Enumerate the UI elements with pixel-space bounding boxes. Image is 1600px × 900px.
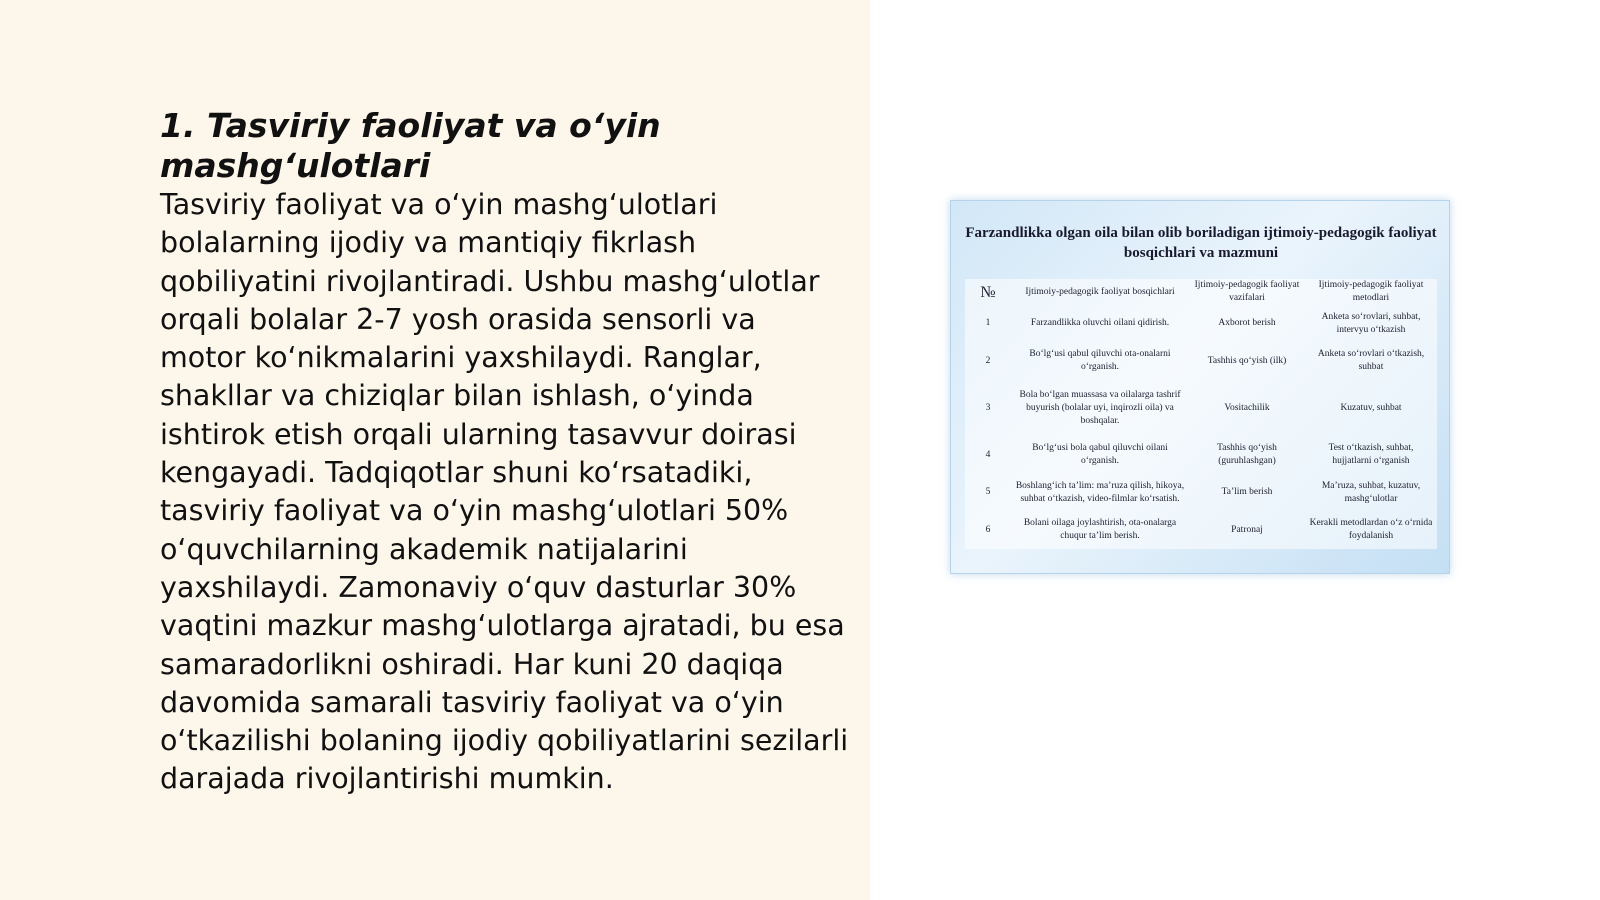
row-task: Axborot berish	[1218, 318, 1276, 329]
table-row	[965, 436, 1437, 474]
table-row	[965, 380, 1437, 436]
row-number: 1	[985, 318, 991, 329]
stages-table	[965, 279, 1437, 549]
row-method: Ma’ruza, suhbat, kuzatuv, mashg‘ulotlar	[1321, 480, 1421, 504]
row-number: 4	[985, 449, 991, 460]
row-number: 6	[985, 524, 991, 535]
header-stages: Ijtimoiy-pedagogik faoliyat bosqichlari	[1025, 286, 1175, 297]
header-tasks: Ijtimoiy-pedagogik faoliyat vazifalari	[1194, 280, 1300, 303]
row-task: Tashhis qo‘yish (ilk)	[1207, 355, 1287, 366]
row-method: Test o‘tkazish, suhbat, hujjatlarni o‘rganish	[1328, 443, 1414, 467]
table-image	[950, 200, 1450, 574]
row-method: Anketa so‘rovlari o‘tkazish, suhbat	[1317, 349, 1425, 373]
row-method: Kerakli metodlardan o‘z o‘rnida foydalanish	[1309, 518, 1433, 542]
row-number: 3	[985, 402, 991, 413]
row-stage: Farzandlikka oluvchi oilani qidirish.	[1030, 318, 1170, 329]
table-row	[965, 474, 1437, 512]
row-task: Patronaj	[1231, 524, 1263, 535]
row-stage: Boshlang‘ich ta’lim: ma’ruza qilish, hikoya, suhbat o‘tkazish, video-filmlar ko‘rsatish.	[1015, 480, 1185, 504]
row-stage: Bo‘lg‘usi qabul qiluvchi ota-onalarni o‘rganish.	[1029, 349, 1171, 373]
row-task: Vositachilik	[1224, 402, 1270, 413]
table-row	[965, 511, 1437, 549]
row-stage: Bolani oilaga joylashtirish, ota-onalarga chuqur ta’lim berish.	[1023, 518, 1177, 542]
row-task: Tashhis qo‘yish (guruhlashgan)	[1217, 443, 1277, 467]
row-method: Kuzatuv, suhbat	[1340, 402, 1402, 413]
slide-body-text: Tasviriy faoliyat va o‘yin mashg‘ulotlari bolalarning ijodiy va mantiqiy fikrlash qobiliyatini rivojlantiradi. Ushbu mashg‘ulotlar orqali bolalar 2-7 yosh orasida sensorli va motor ko‘nikmalarini yaxshilaydi. Ranglar, shakllar va chiziqlar bilan ishlash, o‘yinda ishtirok etish orqali ularning tasavvur doirasi kengayadi. Tadqiqotlar shuni ko‘rsatadiki, tasviriy faoliyat va o‘yin mashg‘ulotlari 50% o‘quvchilarning akademik natijalarini yaxshilaydi. Zamonaviy o‘quv dasturlar 30% vaqtini mazkur mashg‘ulotlarga ajratadi, bu esa samaradorlikni oshiradi. Har kuni 20 daqiqa davomida samarali tasviriy faoliyat va o‘yin o‘tkazilishi bolaning ijodiy qobiliyatlarini sezilarli darajada rivojlantirishi mumkin.	[160, 188, 849, 796]
header-num: №	[980, 283, 996, 301]
header-methods: Ijtimoiy-pedagogik faoliyat metodlari	[1318, 280, 1424, 303]
row-stage: Bo‘lg‘usi bola qabul qiluvchi oilani o‘rganish.	[1032, 443, 1168, 467]
table-row	[965, 305, 1437, 343]
stages-table-container	[965, 279, 1437, 549]
row-method: Anketa so‘rovlari, suhbat, intervyu o‘tkazish	[1321, 311, 1421, 335]
row-number: 5	[985, 487, 991, 498]
row-stage: Bola bo‘lgan muassasa va oilalarga tashrif buyurish (bolalar uyi, inqirozli oila) va boshqalar.	[1019, 389, 1181, 426]
table-image-title: Farzandlikka olgan oila bilan olib boriladigan ijtimoiy-pedagogik faoliyat bosqichlari va mazmuni	[965, 225, 1437, 261]
table-header-row	[965, 279, 1437, 305]
table-row	[965, 343, 1437, 381]
slide-title: 1. Tasviriy faoliyat va o‘yin mashg‘ulotlari	[160, 106, 661, 185]
row-task: Ta’lim berish	[1221, 487, 1273, 498]
row-number: 2	[985, 355, 991, 366]
